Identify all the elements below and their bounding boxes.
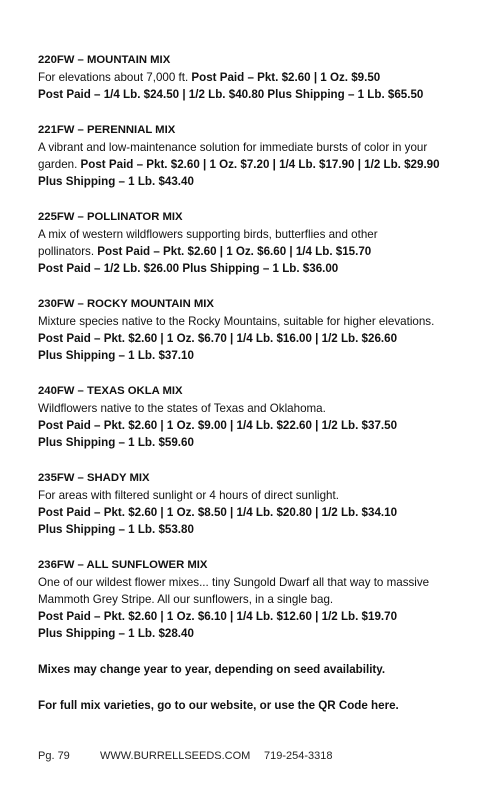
product-description — [38, 69, 478, 86]
description-text: For elevations about 7,000 ft. — [38, 71, 192, 84]
price-line: Post Paid – Pkt. $2.60 | 1 Oz. $6.60 | 1/4 Lb. $15.70 — [97, 245, 372, 258]
product-title: 235FW – SHADY MIX — [38, 472, 150, 484]
product-title: 220FW – MOUNTAIN MIX — [38, 54, 171, 66]
price-line: Post Paid – 1/2 Lb. $26.00 Plus Shipping – 1 Lb. $36.00 — [38, 262, 339, 275]
product-entry-texas-okla-mix — [38, 383, 478, 451]
product-title: 221FW – PERENNIAL MIX — [38, 124, 176, 136]
description-text: pollinators. — [38, 245, 98, 258]
description-text: A mix of western wildflowers supporting birds, butterflies and other — [38, 228, 378, 241]
description-text: Mixture species native to the Rocky Mountains, suitable for higher elevations. — [38, 315, 435, 328]
price-line: Plus Shipping – 1 Lb. $53.80 — [38, 523, 194, 536]
price-line: Post Paid – Pkt. $2.60 | 1 Oz. $7.20 | 1/4 Lb. $17.90 | 1/2 Lb. $29.90 — [80, 158, 440, 171]
price-line: Post Paid – Pkt. $2.60 | 1 Oz. $6.70 | 1/4 Lb. $16.00 | 1/2 Lb. $26.60 — [38, 332, 398, 345]
description-text: One of our wildest flower mixes... tiny Sungold Dwarf all that way to massive — [38, 576, 430, 589]
product-entry-pollinator-mix — [38, 209, 478, 277]
product-entry-rocky-mountain-mix — [38, 296, 478, 364]
website-note: For full mix varieties, go to our website, or use the QR Code here. — [38, 699, 399, 712]
price-line: Post Paid – 1/4 Lb. $24.50 | 1/2 Lb. $40.80 Plus Shipping – 1 Lb. $65.50 — [38, 88, 424, 101]
price-line: Post Paid – Pkt. $2.60 | 1 Oz. $6.10 | 1/4 Lb. $12.60 | 1/2 Lb. $19.70 — [38, 610, 398, 623]
product-description — [38, 156, 478, 173]
website-link[interactable]: WWW.BURRELLSEEDS.COM — [100, 750, 251, 762]
phone-number: 719-254-3318 — [264, 750, 333, 762]
catalog-page-content — [38, 52, 478, 733]
price-line: Plus Shipping – 1 Lb. $59.60 — [38, 436, 194, 449]
description-text: For areas with filtered sunlight or 4 hours of direct sunlight. — [38, 489, 339, 502]
product-title: 225FW – POLLINATOR MIX — [38, 211, 183, 223]
product-entry-shady-mix — [38, 470, 478, 538]
availability-note: Mixes may change year to year, depending on seed availability. — [38, 663, 386, 676]
product-description — [38, 243, 478, 260]
price-line: Post Paid – Pkt. $2.60 | 1 Oz. $9.00 | 1/4 Lb. $22.60 | 1/2 Lb. $37.50 — [38, 419, 398, 432]
price-line: Post Paid – Pkt. $2.60 | 1 Oz. $8.50 | 1/4 Lb. $20.80 | 1/2 Lb. $34.10 — [38, 506, 398, 519]
product-title: 230FW – ROCKY MOUNTAIN MIX — [38, 298, 214, 310]
price-line: Post Paid – Pkt. $2.60 | 1 Oz. $9.50 — [191, 71, 381, 84]
price-line: Plus Shipping – 1 Lb. $37.10 — [38, 349, 194, 362]
page-footer — [38, 750, 333, 762]
product-title: 240FW – TEXAS OKLA MIX — [38, 385, 183, 397]
product-entry-mountain-mix — [38, 52, 478, 103]
product-title: 236FW – ALL SUNFLOWER MIX — [38, 559, 208, 571]
description-text: garden. — [38, 158, 81, 171]
description-text: Mammoth Grey Stripe. All our sunflowers, in a single bag. — [38, 593, 334, 606]
description-text: A vibrant and low-maintenance solution for immediate bursts of color in your — [38, 141, 428, 154]
product-entry-all-sunflower-mix — [38, 557, 478, 642]
price-line: Plus Shipping – 1 Lb. $28.40 — [38, 627, 194, 640]
price-line: Plus Shipping – 1 Lb. $43.40 — [38, 175, 194, 188]
description-text: Wildflowers native to the states of Texas and Oklahoma. — [38, 402, 326, 415]
page-number: Pg. 79 — [38, 750, 70, 762]
product-entry-perennial-mix — [38, 122, 478, 190]
